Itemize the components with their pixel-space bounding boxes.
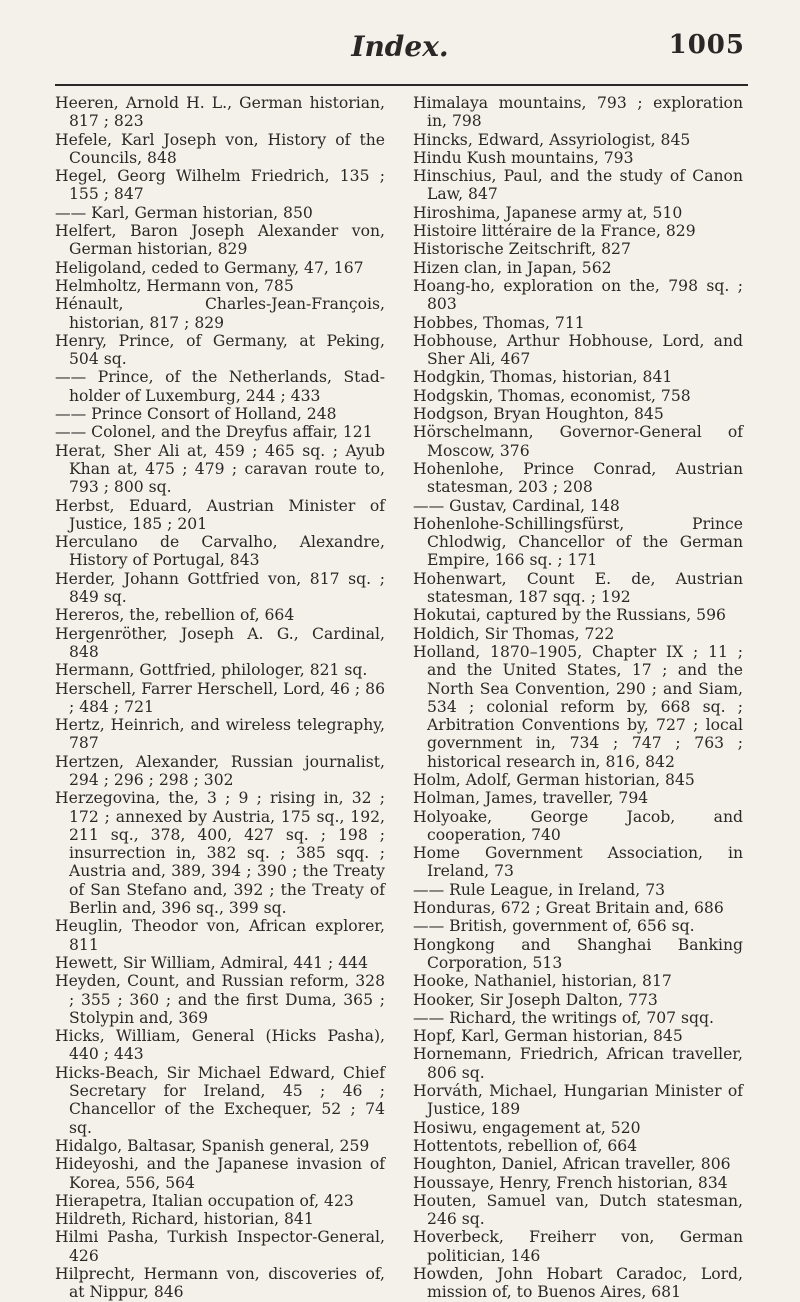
- index-entry: Holm, Adolf, German historian, 845: [413, 770, 695, 789]
- index-entry: Hornemann, Friedrich, African traveller, 806 sq.: [413, 1045, 743, 1082]
- index-entry: —— Colonel, and the Dreyfus affair, 121: [55, 423, 373, 442]
- index-entry: Historische Zeitschrift, 827: [413, 240, 631, 259]
- index-entry: Heeren, Arnold H. L., German historian, 817 ; 823: [55, 94, 385, 131]
- index-entry: Hefele, Karl Joseph von, History of the Councils, 848: [55, 130, 385, 167]
- index-entry: —— Rule League, in Ireland, 73: [413, 880, 666, 899]
- index-entry: —— Gustav, Cardinal, 148: [413, 496, 620, 515]
- index-column-left: [55, 94, 385, 1302]
- index-entry: Hohenlohe-Schillingsfürst, Prince Chlodwig, Chancellor of the German Empire, 166 sq. ; 171: [413, 514, 743, 570]
- index-entry: Heligoland, ceded to Germany, 47, 167: [55, 258, 364, 277]
- index-entry: —— Karl, German historian, 850: [55, 203, 313, 222]
- index-entry: Helfert, Baron Joseph Alexander von, German historian, 829: [55, 222, 385, 259]
- index-entry: Houssaye, Henry, French historian, 834: [413, 1173, 728, 1192]
- index-entry: Hildreth, Richard, historian, 841: [55, 1210, 314, 1229]
- index-entry: Hizen clan, in Japan, 562: [413, 258, 612, 277]
- index-entry: Hinschius, Paul, and the study of Canon Law, 847: [413, 167, 743, 204]
- index-entry: —— Richard, the writings of, 707 sqq.: [413, 1008, 714, 1027]
- index-entry: Holdich, Sir Thomas, 722: [413, 624, 615, 643]
- index-entry: Hoang-ho, exploration on the, 798 sq. ; 803: [413, 276, 743, 314]
- index-entry: Hidalgo, Baltasar, Spanish general, 259: [55, 1136, 370, 1155]
- index-entry: Hohenlohe, Prince Conrad, Austrian statesman, 203 ; 208: [413, 459, 743, 497]
- index-entry: Heuglin, Theodor von, African explorer, 811: [55, 917, 385, 954]
- page-title: Index.: [351, 30, 449, 63]
- index-entry: Hobhouse, Arthur Hobhouse, Lord, and Sher Ali, 467: [413, 331, 743, 369]
- index-entry: Hopf, Karl, German historian, 845: [413, 1027, 683, 1046]
- index-entry: Hewett, Sir William, Admiral, 441 ; 444: [55, 953, 368, 972]
- index-entry: Hörschelmann, Governor-General of Moscow, 376: [413, 423, 743, 460]
- index-entry: Hindu Kush mountains, 793: [413, 148, 634, 167]
- index-entry: Hodgkin, Thomas, historian, 841: [413, 368, 673, 387]
- index-entry: Hodgskin, Thomas, economist, 758: [413, 386, 691, 405]
- index-entry: Hokutai, captured by the Russians, 596: [413, 606, 726, 625]
- index-column-right: [413, 94, 743, 1302]
- index-entry: —— Prince Consort of Holland, 248: [55, 405, 337, 424]
- index-entry: Hosiwu, engagement at, 520: [413, 1118, 641, 1137]
- index-entry: Howden, John Hobart Caradoc, Lord, mission of, to Buenos Aires, 681: [413, 1265, 743, 1302]
- index-entry: Hicks, William, General (Hicks Pasha), 440 ; 443: [55, 1027, 385, 1064]
- index-entry: Holland, 1870–1905, Chapter IX ; 11 ; and the United States, 17 ; and the North Sea Convention, 290 ; and Siam, 534 ; colonial reform by, 668 sq. ; Arbitration Conventions by, 727 ; local government in, 734 ; 747 ; 763 ; historical research in, 816, 842: [413, 642, 743, 771]
- index-entry: Hilmi Pasha, Turkish Inspector-General, 426: [55, 1228, 385, 1265]
- index-entry: Hincks, Edward, Assyriologist, 845: [413, 130, 691, 149]
- index-entry: Histoire littéraire de la France, 829: [413, 222, 696, 241]
- index-entry: Hertzen, Alexander, Russian journalist, 294 ; 296 ; 298 ; 302: [55, 752, 385, 789]
- index-entry: Hicks-Beach, Sir Michael Edward, Chief Secretary for Ireland, 45 ; 46 ; Chancellor of the Exchequer, 52 ; 74 sq.: [55, 1063, 385, 1137]
- index-entry: Houten, Samuel van, Dutch statesman, 246 sq.: [413, 1191, 743, 1229]
- index-entry: Horváth, Michael, Hungarian Minister of Justice, 189: [413, 1082, 743, 1119]
- index-entry: Herschell, Farrer Herschell, Lord, 46 ; 86 ; 484 ; 721: [55, 679, 385, 716]
- index-entry: Hereros, the, rebellion of, 664: [55, 606, 295, 625]
- index-entry: Hooke, Nathaniel, historian, 817: [413, 972, 672, 991]
- index-entry: Hegel, Georg Wilhelm Friedrich, 135 ; 155 ; 847: [55, 167, 385, 204]
- index-entry: Holyoake, George Jacob, and cooperation, 740: [413, 807, 743, 844]
- index-entry: —— Prince, of the Netherlands, Stad-holder of Luxemburg, 244 ; 433: [55, 368, 385, 405]
- index-entry: Herculano de Carvalho, Alexandre, History of Portugal, 843: [55, 533, 385, 570]
- index-entry: Herat, Sher Ali at, 459 ; 465 sq. ; Ayub Khan at, 475 ; 479 ; caravan route to, 793 ; 800 sq.: [55, 441, 385, 497]
- page-header: [55, 30, 745, 70]
- index-entry: Herzegovina, the, 3 ; 9 ; rising in, 32 ; 172 ; annexed by Austria, 175 sq., 192, 211 sq., 378, 400, 427 sq. ; 198 ; insurrection in, 382 sq. ; 385 sqq. ; Austria and, 389, 394 ; 390 ; the Treaty of San Stefano and, 392 ; the Treaty of Berlin and, 396 sq., 399 sq.: [55, 789, 385, 918]
- index-entry: Hierapetra, Italian occupation of, 423: [55, 1191, 354, 1210]
- index-entry: Heyden, Count, and Russian reform, 328 ; 355 ; 360 ; and the first Duma, 365 ; Stolypin and, 369: [55, 972, 385, 1027]
- index-entry: Hobbes, Thomas, 711: [413, 313, 585, 332]
- index-entry: Hongkong and Shanghai Banking Corporation, 513: [413, 935, 743, 972]
- index-entry: Houghton, Daniel, African traveller, 806: [413, 1155, 731, 1174]
- index-entry: Hiroshima, Japanese army at, 510: [413, 203, 683, 222]
- index-entry: Honduras, 672 ; Great Britain and, 686: [413, 899, 724, 918]
- index-entry: Himalaya mountains, 793 ; exploration in, 798: [413, 94, 743, 131]
- header-rule: [55, 84, 748, 86]
- index-entry: Helmholtz, Hermann von, 785: [55, 276, 294, 295]
- index-entry: Hertz, Heinrich, and wireless telegraphy, 787: [55, 716, 385, 753]
- index-entry: Holman, James, traveller, 794: [413, 789, 649, 808]
- index-entry: Hooker, Sir Joseph Dalton, 773: [413, 990, 658, 1009]
- index-entry: Hohenwart, Count E. de, Austrian statesman, 187 sqq. ; 192: [413, 569, 743, 607]
- index-entry: Hodgson, Bryan Houghton, 845: [413, 405, 664, 424]
- index-entry: Hilprecht, Hermann von, discoveries of, at Nippur, 846: [55, 1265, 385, 1302]
- index-entry: Henry, Prince, of Germany, at Peking, 504 sq.: [55, 331, 385, 369]
- index-entry: Herbst, Eduard, Austrian Minister of Justice, 185 ; 201: [55, 496, 385, 533]
- index-entry: Hénault, Charles-Jean-François, historian, 817 ; 829: [55, 295, 385, 332]
- index-entry: —— British, government of, 656 sq.: [413, 917, 695, 936]
- index-entry: Home Government Association, in Ireland, 73: [413, 844, 743, 881]
- index-entry: Hermann, Gottfried, philologer, 821 sq.: [55, 661, 368, 680]
- index-entry: Herder, Johann Gottfried von, 817 sq. ; 849 sq.: [55, 569, 385, 607]
- index-entry: Hoverbeck, Freiherr von, German politician, 146: [413, 1228, 743, 1265]
- index-entry: Hergenröther, Joseph A. G., Cardinal, 848: [55, 624, 385, 661]
- index-entry: Hideyoshi, and the Japanese invasion of Korea, 556, 564: [55, 1155, 385, 1192]
- page-number: 1005: [668, 30, 745, 60]
- index-entry: Hottentots, rebellion of, 664: [413, 1136, 638, 1155]
